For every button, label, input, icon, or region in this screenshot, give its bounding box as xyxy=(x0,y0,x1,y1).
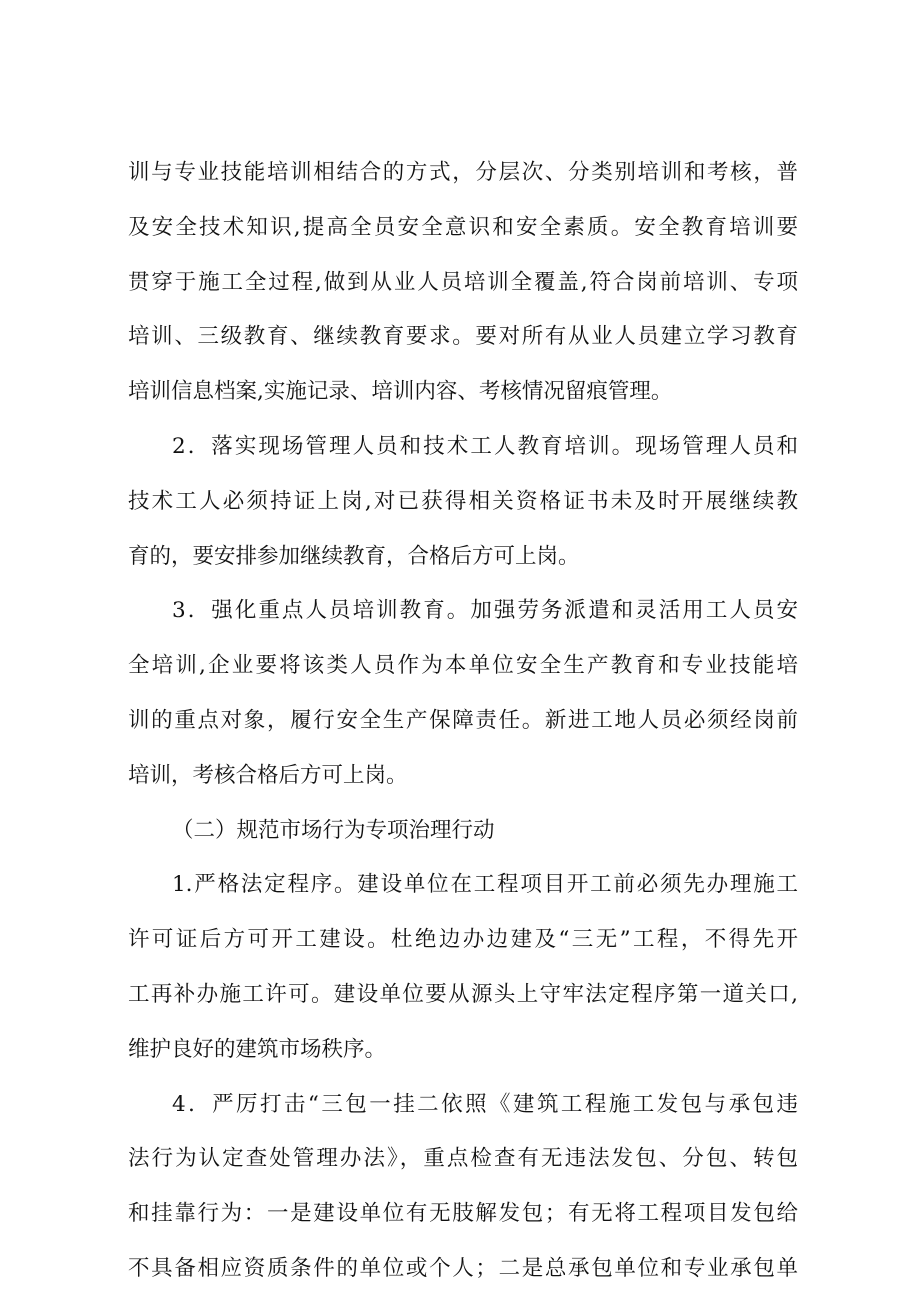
text-line: 贯穿于施工全过程,做到从业人员培训全覆盖,符合岗前培训、专项 xyxy=(128,269,798,295)
text-line: 培训，考核合格后方可上岗。 xyxy=(128,762,408,788)
text-line: 全培训,企业要将该类人员作为本单位安全生产教育和专业技能培 xyxy=(128,653,798,679)
text-line: 4．严厉打击“三包一挂二依照《建筑工程施工发包与承包违 xyxy=(172,1091,798,1117)
text-line: 不具备相应资质条件的单位或个人；二是总承包单位和专业承包单 xyxy=(128,1255,798,1281)
text-line: 育的，要安排参加继续教育，合格后方可上岗。 xyxy=(128,543,580,569)
text-line: 维护良好的建筑市场秩序。 xyxy=(128,1036,387,1062)
text-line: 许可证后方可开工建设。杜绝边办边建及“三无”工程，不得先开 xyxy=(128,927,798,953)
text-line: 技术工人必须持证上岗,对已获得相关资格证书未及时开展继续教 xyxy=(128,488,798,514)
text-line: 3．强化重点人员培训教育。加强劳务派遣和灵活用工人员安 xyxy=(172,598,798,624)
text-line: 及安全技术知识,提高全员安全意识和安全素质。安全教育培训要 xyxy=(128,214,798,240)
text-line: 训与专业技能培训相结合的方式，分层次、分类别培训和考核，普 xyxy=(128,160,798,185)
text-line: 法行为认定查处管理办法》，重点检查有无违法发包、分包、转包 xyxy=(128,1146,798,1172)
text-line: 1.严格法定程序。建设单位在工程项目开工前必须先办理施工 xyxy=(172,872,798,898)
text-line: 工再补办施工许可。建设单位要从源头上守牢法定程序第一道关口, xyxy=(128,981,798,1007)
section-heading: （二）规范市场行为专项治理行动 xyxy=(172,817,495,843)
text-line: 培训、三级教育、继续教育要求。要对所有从业人员建立学习教育 xyxy=(128,324,798,350)
text-line: 和挂靠行为：一是建设单位有无肢解发包；有无将工程项目发包给 xyxy=(128,1201,798,1227)
text-line: 2．落实现场管理人员和技术工人教育培训。现场管理人员和 xyxy=(172,433,798,459)
text-line: 培训信息档案,实施记录、培训内容、考核情况留痕管理。 xyxy=(128,379,673,405)
text-line: 训的重点对象，履行安全生产保障责任。新进工地人员必须经岗前 xyxy=(128,707,798,733)
document-body xyxy=(128,150,798,1301)
